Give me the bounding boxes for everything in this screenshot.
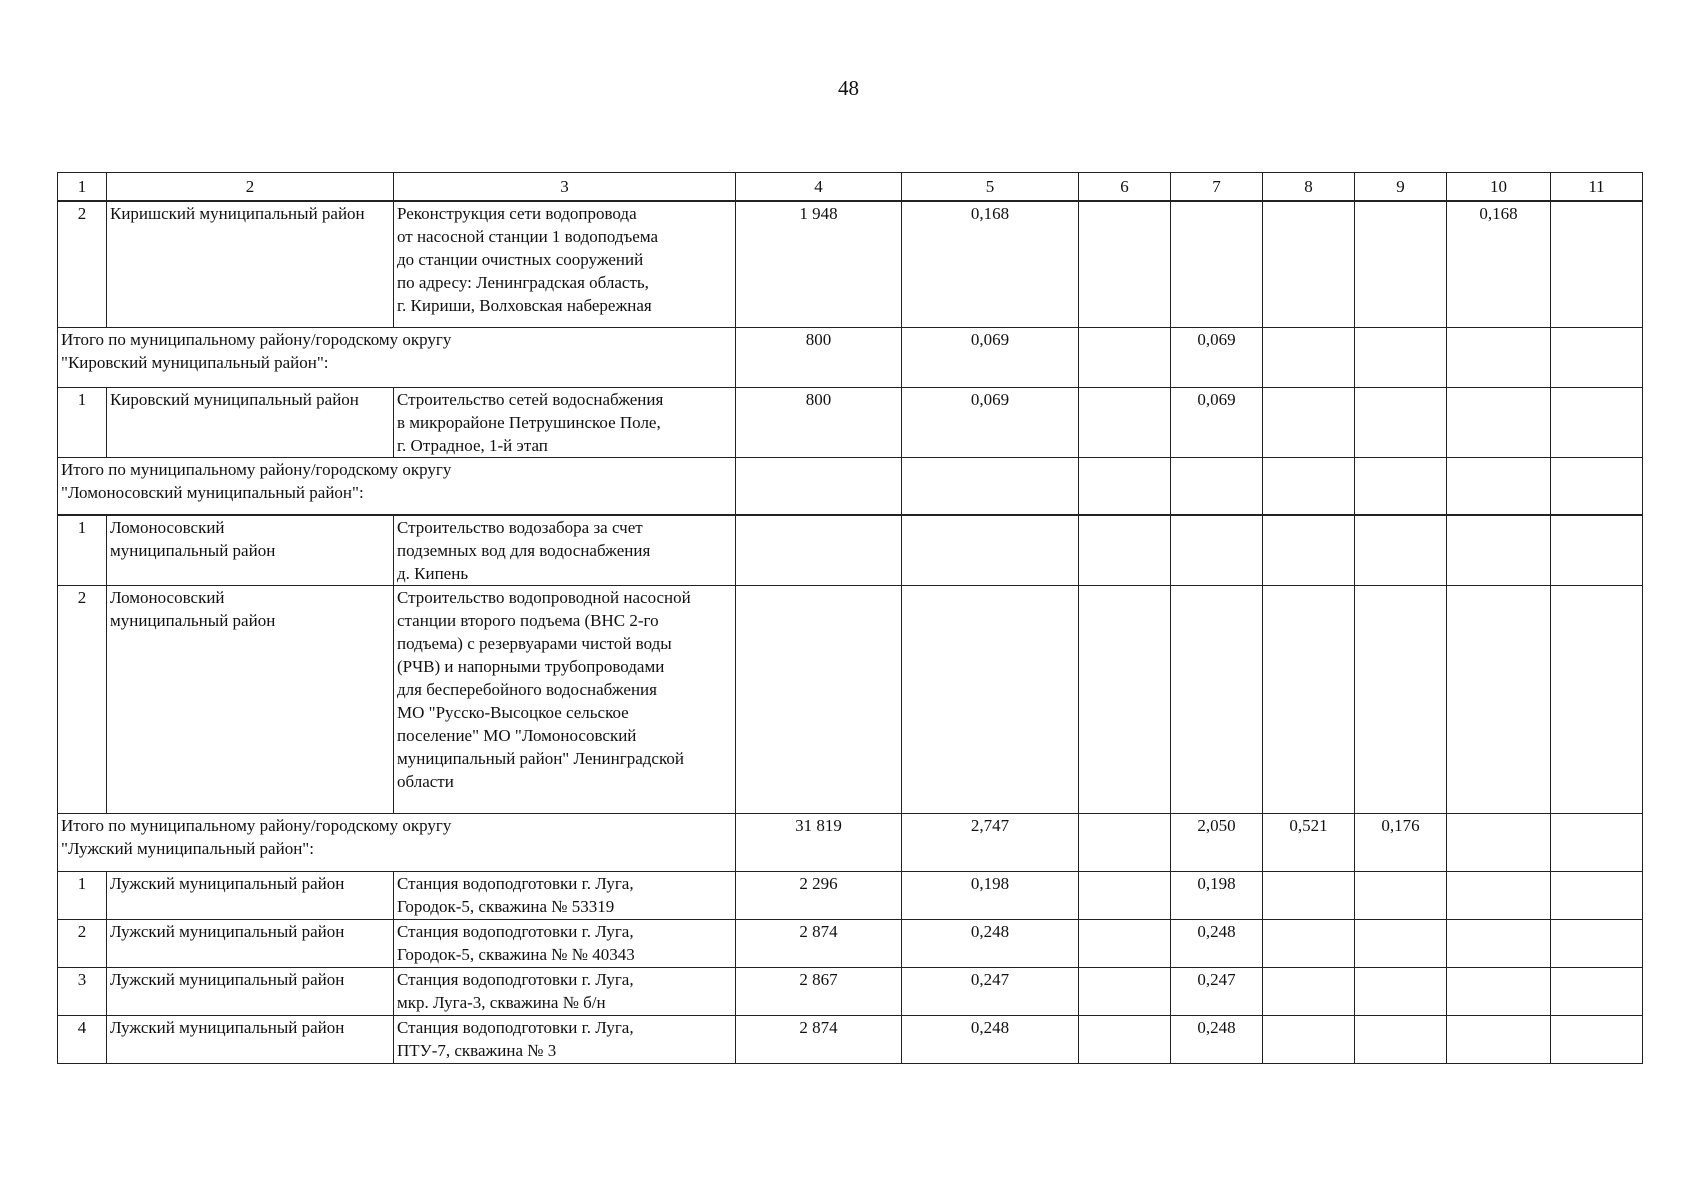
row-number: 1: [58, 872, 107, 920]
value-col-10: [1447, 1016, 1551, 1064]
value-col-7: [1171, 457, 1263, 515]
district-name: [107, 586, 394, 814]
value-col-5: [902, 586, 1079, 814]
value-col-9: [1355, 1016, 1447, 1064]
value-col-9: [1355, 515, 1447, 586]
value-col-11: [1551, 1016, 1643, 1064]
value-col-9: [1355, 872, 1447, 920]
column-number-1: 1: [58, 173, 107, 202]
value-col-5: 0,248: [902, 920, 1079, 968]
value-col-5: 0,198: [902, 872, 1079, 920]
district-name-line: Ломоносовский: [110, 588, 225, 607]
value-col-5: [902, 457, 1079, 515]
table-row: [58, 1016, 1643, 1064]
district-name-line: муниципальный район: [110, 611, 276, 630]
column-number-4: 4: [736, 173, 902, 202]
object-description: [394, 201, 736, 327]
object-description: [394, 387, 736, 457]
object-description-line: Станция водоподготовки г. Луга,: [397, 1018, 634, 1037]
object-description-line: подъема) с резервуарами чистой воды: [397, 634, 672, 653]
column-number-2: 2: [107, 173, 394, 202]
column-number-5: 5: [902, 173, 1079, 202]
value-col-10: [1447, 968, 1551, 1016]
district-name-line: Кировский муниципальный район: [110, 389, 359, 409]
value-col-8: [1263, 327, 1355, 387]
value-col-4: 2 874: [736, 920, 902, 968]
district-total-row: [58, 457, 1643, 515]
column-number-row: [58, 173, 1643, 202]
value-col-10: [1447, 872, 1551, 920]
value-col-9: 0,176: [1355, 814, 1447, 872]
district-name-line: Киришский муниципальный район: [110, 204, 365, 223]
value-col-8: [1263, 586, 1355, 814]
value-col-6: [1079, 201, 1171, 327]
object-description-line: Строительство водопроводной насосной: [397, 588, 691, 607]
object-description-line: Строительство водозабора за счет: [397, 518, 643, 537]
district-name: [107, 920, 394, 968]
value-col-9: [1355, 387, 1447, 457]
value-col-5: 0,069: [902, 387, 1079, 457]
value-col-9: [1355, 920, 1447, 968]
object-description-line: по адресу: Ленинградская область,: [397, 273, 649, 292]
value-col-5: [902, 515, 1079, 586]
object-description-line: от насосной станции 1 водоподъема: [397, 227, 659, 246]
value-col-4: 800: [736, 327, 902, 387]
row-number: 1: [58, 515, 107, 586]
value-col-10: [1447, 920, 1551, 968]
value-col-6: [1079, 968, 1171, 1016]
object-description-line: области: [397, 772, 454, 791]
value-col-11: [1551, 968, 1643, 1016]
value-col-7: 0,248: [1171, 920, 1263, 968]
value-col-4: 2 296: [736, 872, 902, 920]
object-description-line: Станция водоподготовки г. Луга,: [397, 874, 634, 893]
total-label-line: Итого по муниципальному району/городскому округу: [61, 816, 452, 835]
value-col-6: [1079, 515, 1171, 586]
value-col-10: 0,168: [1447, 201, 1551, 327]
value-col-4: [736, 586, 902, 814]
value-col-10: [1447, 515, 1551, 586]
district-name: [107, 872, 394, 920]
column-number-9: 9: [1355, 173, 1447, 202]
value-col-7: [1171, 201, 1263, 327]
value-col-11: [1551, 814, 1643, 872]
value-col-6: [1079, 920, 1171, 968]
value-col-11: [1551, 387, 1643, 457]
value-col-11: [1551, 327, 1643, 387]
district-name: [107, 387, 394, 457]
object-description-line: Станция водоподготовки г. Луга,: [397, 970, 634, 989]
value-col-6: [1079, 327, 1171, 387]
value-col-4: 2 867: [736, 968, 902, 1016]
column-number-7: 7: [1171, 173, 1263, 202]
value-col-4: [736, 457, 902, 515]
row-number: 3: [58, 968, 107, 1016]
value-col-4: 31 819: [736, 814, 902, 872]
table-row: [58, 201, 1643, 327]
table-row: [58, 920, 1643, 968]
district-name-line: Лужский муниципальный район: [110, 1018, 345, 1037]
value-col-11: [1551, 515, 1643, 586]
value-col-10: [1447, 814, 1551, 872]
object-description-line: Строительство сетей водоснабжения: [397, 389, 664, 409]
total-label-line: Итого по муниципальному району/городскому округу: [61, 329, 452, 349]
value-col-5: 0,168: [902, 201, 1079, 327]
column-number-11: 11: [1551, 173, 1643, 202]
district-name-line: муниципальный район: [110, 541, 276, 560]
object-description-line: Городок-5, скважина № 53319: [397, 897, 615, 916]
value-col-7: 0,198: [1171, 872, 1263, 920]
value-col-9: [1355, 327, 1447, 387]
object-description-line: станции второго подъема (ВНС 2-го: [397, 611, 659, 630]
row-number: 2: [58, 586, 107, 814]
object-description-line: для бесперебойного водоснабжения: [397, 680, 657, 699]
value-col-7: 0,248: [1171, 1016, 1263, 1064]
district-name: [107, 1016, 394, 1064]
object-description-line: в микрорайоне Петрушинское Поле,: [397, 412, 661, 432]
object-description: [394, 1016, 736, 1064]
object-description-line: поселение" МО "Ломоносовский: [397, 726, 637, 745]
value-col-11: [1551, 201, 1643, 327]
value-col-11: [1551, 457, 1643, 515]
table-row: [58, 968, 1643, 1016]
value-col-11: [1551, 872, 1643, 920]
object-description-line: (РЧВ) и напорными трубопроводами: [397, 657, 665, 676]
page-number: 48: [838, 76, 859, 100]
value-col-10: [1447, 457, 1551, 515]
value-col-5: 0,247: [902, 968, 1079, 1016]
object-description-line: МО "Русско-Высоцкое сельское: [397, 703, 629, 722]
district-name-line: Лужский муниципальный район: [110, 970, 345, 989]
district-name: [107, 968, 394, 1016]
row-number: 1: [58, 387, 107, 457]
district-name-line: Ломоносовский: [110, 518, 225, 537]
value-col-10: [1447, 327, 1551, 387]
column-number-6: 6: [1079, 173, 1171, 202]
value-col-4: 1 948: [736, 201, 902, 327]
object-description-line: ПТУ-7, скважина № 3: [397, 1041, 557, 1060]
value-col-6: [1079, 387, 1171, 457]
table-row: [58, 515, 1643, 586]
value-col-11: [1551, 920, 1643, 968]
total-label: [58, 327, 736, 387]
value-col-11: [1551, 586, 1643, 814]
total-label: [58, 814, 736, 872]
object-description-line: г. Кириши, Волховская набережная: [397, 296, 652, 315]
value-col-6: [1079, 1016, 1171, 1064]
district-name: [107, 201, 394, 327]
object-description: [394, 872, 736, 920]
table-row: [58, 586, 1643, 814]
object-description: [394, 515, 736, 586]
district-name: [107, 515, 394, 586]
object-description: [394, 586, 736, 814]
column-number-3: 3: [394, 173, 736, 202]
value-col-4: 800: [736, 387, 902, 457]
row-number: 2: [58, 201, 107, 327]
value-col-8: [1263, 457, 1355, 515]
value-col-4: 2 874: [736, 1016, 902, 1064]
value-col-5: 2,747: [902, 814, 1079, 872]
object-description-line: д. Кипень: [397, 564, 469, 583]
value-col-9: [1355, 201, 1447, 327]
value-col-9: [1355, 968, 1447, 1016]
column-number-8: 8: [1263, 173, 1355, 202]
object-description-line: г. Отрадное, 1-й этап: [397, 435, 548, 455]
object-description-line: Станция водоподготовки г. Луга,: [397, 922, 634, 941]
object-description: [394, 968, 736, 1016]
value-col-10: [1447, 387, 1551, 457]
total-label: [58, 457, 736, 515]
object-description-line: Городок-5, скважина № № 40343: [397, 945, 635, 964]
table-row: [58, 872, 1643, 920]
value-col-7: 2,050: [1171, 814, 1263, 872]
object-description-line: подземных вод для водоснабжения: [397, 541, 651, 560]
value-col-7: 0,069: [1171, 387, 1263, 457]
value-col-6: [1079, 457, 1171, 515]
row-number: 2: [58, 920, 107, 968]
investment-table: [57, 172, 1643, 1064]
total-label-line: "Ломоносовский муниципальный район":: [61, 482, 364, 502]
value-col-5: 0,248: [902, 1016, 1079, 1064]
total-label-line: "Кировский муниципальный район":: [61, 352, 329, 372]
value-col-7: 0,069: [1171, 327, 1263, 387]
value-col-8: [1263, 920, 1355, 968]
value-col-9: [1355, 457, 1447, 515]
value-col-7: [1171, 586, 1263, 814]
value-col-6: [1079, 872, 1171, 920]
object-description: [394, 920, 736, 968]
district-name-line: Лужский муниципальный район: [110, 874, 345, 893]
object-description-line: муниципальный район" Ленинградской: [397, 749, 684, 768]
district-total-row: [58, 814, 1643, 872]
value-col-6: [1079, 586, 1171, 814]
value-col-9: [1355, 586, 1447, 814]
value-col-8: [1263, 387, 1355, 457]
total-label-line: "Лужский муниципальный район":: [61, 839, 314, 858]
district-total-row: [58, 327, 1643, 387]
object-description-line: мкр. Луга-3, скважина № б/н: [397, 993, 606, 1012]
value-col-8: [1263, 515, 1355, 586]
value-col-5: 0,069: [902, 327, 1079, 387]
row-number: 4: [58, 1016, 107, 1064]
value-col-8: [1263, 201, 1355, 327]
value-col-7: 0,247: [1171, 968, 1263, 1016]
column-number-10: 10: [1447, 173, 1551, 202]
district-name-line: Лужский муниципальный район: [110, 922, 345, 941]
value-col-8: [1263, 1016, 1355, 1064]
value-col-7: [1171, 515, 1263, 586]
value-col-6: [1079, 814, 1171, 872]
value-col-4: [736, 515, 902, 586]
value-col-8: [1263, 968, 1355, 1016]
value-col-8: 0,521: [1263, 814, 1355, 872]
value-col-10: [1447, 586, 1551, 814]
object-description-line: Реконструкция сети водопровода: [397, 204, 637, 223]
table-row: [58, 387, 1643, 457]
value-col-8: [1263, 872, 1355, 920]
object-description-line: до станции очистных сооружений: [397, 250, 644, 269]
total-label-line: Итого по муниципальному району/городскому округу: [61, 459, 452, 479]
